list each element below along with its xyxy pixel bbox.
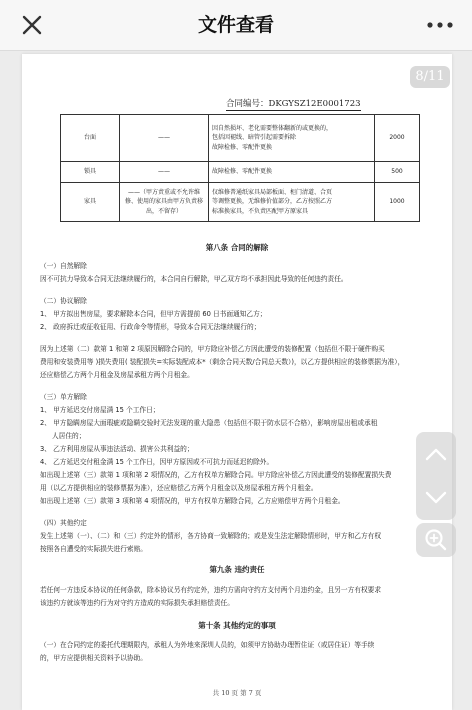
table-cell: ——: [120, 115, 209, 162]
list-item: 2、 政府拆迁或征收征用、行政命令等情形，导致本合同无法继续履行的；: [40, 323, 261, 331]
paragraph-line: 按照各自遭受的实际损失进行索赔。: [40, 545, 147, 553]
zoom-in-icon[interactable]: [416, 523, 456, 557]
table-cell: [209, 115, 375, 162]
page-footer: 共 10 页 第 7 页: [212, 689, 262, 697]
table-cell: 1000: [375, 183, 420, 222]
page-nav-control: [416, 432, 456, 520]
table-cell: 家具: [61, 183, 120, 222]
paragraph-line: 还应赔偿乙方两个月租金及房屋承租方两个月租金。: [40, 371, 194, 379]
paragraph-line: 费用和安装费用等 )损失费用( 装配损失=实际装配成本*（剩余合同天数/合同总天数）)，以乙方提供相应的装修票据为准），: [40, 358, 405, 366]
list-item: 人居住的；: [52, 432, 86, 440]
cell-line: 等调整更换，无维修价值部分，乙方按照乙方: [212, 198, 333, 206]
paragraph-line: 用（以乙方提供相应的装修票据为准），还应赔偿乙方两个月租金以及房屋承租方两个月租金。: [40, 484, 318, 492]
paragraph-line: 发生上述第（一）、（二）和（三）约定外的情形，各方协商一致解除的；或是发生法定解除情形时，甲方和乙方有权: [40, 532, 382, 540]
contract-number: 合同编号：DKGYSZ12E0001723: [226, 99, 361, 109]
article-10-title: 第十条 其他约定的事项: [198, 621, 276, 630]
paragraph-line: （一）在合同约定的委托代理期限内，承租人为外地来深圳人员的，如须甲方协助办理暂住证（或居住证）等手续: [40, 641, 375, 649]
article-8-title: 第八条 合同的解除: [205, 243, 269, 252]
list-item: 4、 乙方延迟交付租金满 15 个工作日，因甲方原因或不可抗力而延迟的除外。: [40, 458, 274, 466]
furniture-table: [60, 114, 420, 222]
list-item: 1、 甲方延迟交付房屋满 15 个工作日；: [40, 406, 160, 414]
top-bar: [0, 0, 472, 51]
table-cell: 2000: [375, 115, 420, 162]
list-item: 3、 乙方利用房屋从事违法活动、损害公共利益的；: [40, 445, 194, 453]
table-row: [61, 115, 420, 162]
paragraph-line: 若任何一方违反本协议的任何条款，除本协议另有约定外，违约方需向守约方支付两个月违约金，且另一方有权要求: [40, 586, 382, 594]
table-cell: ——: [120, 162, 209, 183]
table-cell: 500: [375, 162, 420, 183]
page-title: 文件查看: [197, 14, 274, 36]
document-page[interactable]: [22, 54, 452, 710]
paragraph: 因不可抗力导致本合同无法继续履行的，本合同自行解除，甲乙双方均不承担因此导致的任何违约责任。: [40, 275, 348, 283]
paragraph-line: 该违约方就该等违约行为对守约方造成的实际损失承担赔偿责任。: [40, 599, 234, 607]
close-icon[interactable]: [18, 11, 46, 39]
table-cell: [209, 162, 375, 183]
chevron-down-icon[interactable]: [416, 476, 456, 520]
cell-line: 因自然损坏、老化需要整体翻新的或更换的，: [212, 125, 333, 133]
section-heading: （四）其他约定: [40, 519, 87, 527]
page-indicator-badge: 8/11: [410, 66, 450, 88]
paragraph-line: 因为上述第（二）款第 1 和第 2 项原因解除合同的，甲方除应补偿乙方因此遭受的装修配置（包括但不限于硬件购买: [40, 345, 385, 353]
list-item: 1、 甲方拟出售房屋，要求解除本合同，但甲方需提前 60 日书面通知乙方；: [40, 310, 267, 318]
cell-line: 标准换家具，不负责匹配甲方原家具: [212, 207, 309, 215]
table-cell: 台面: [61, 115, 120, 162]
list-item: 2、 甲方隐瞒房屋大面瑕疵或隐瞒交验时无法发现的重大隐患（包括但不限于防水层不合格），影响房屋出租或承租: [40, 419, 378, 427]
table-row: [61, 162, 420, 183]
article-9-title: 第九条 违约责任: [209, 565, 265, 574]
cell-line: 仅维修普通纸家具局部板面、柜门清道、合页: [212, 189, 333, 197]
more-dots-icon[interactable]: [424, 14, 456, 36]
table-cell: 锁具: [61, 162, 120, 183]
table-cell: ——（甲方责重或不允许维修、使用的家具由甲方负责移出，不留存）: [120, 183, 209, 222]
paragraph: 如出现上述第（三）款第 3 项和第 4 项情况的，甲方有权单方解除合同，乙方应赔偿甲方两个月租金。: [40, 497, 345, 505]
chevron-up-icon[interactable]: [416, 432, 456, 476]
section-heading: （一）自然解除: [40, 262, 87, 270]
cell-line: 包括因褪线、暗管引起需要拆除: [212, 134, 297, 142]
table-row: [61, 183, 420, 222]
section-heading: （三）单方解除: [40, 393, 87, 401]
table-cell: [209, 183, 375, 222]
section-heading: （二）协议解除: [40, 297, 87, 305]
paragraph-line: 如出现上述第（三）款第 1 项和第 2 项情况的，乙方有权单方解除合同。甲方除应补偿乙方因此遭受的装修配置损失费: [40, 471, 392, 479]
cell-line: 故障检修、零配件更换: [212, 143, 273, 151]
paragraph-line: 的，甲方应提供相关资料予以协助。: [40, 654, 147, 662]
cell-line: 故障检修、零配件更换: [212, 168, 273, 176]
